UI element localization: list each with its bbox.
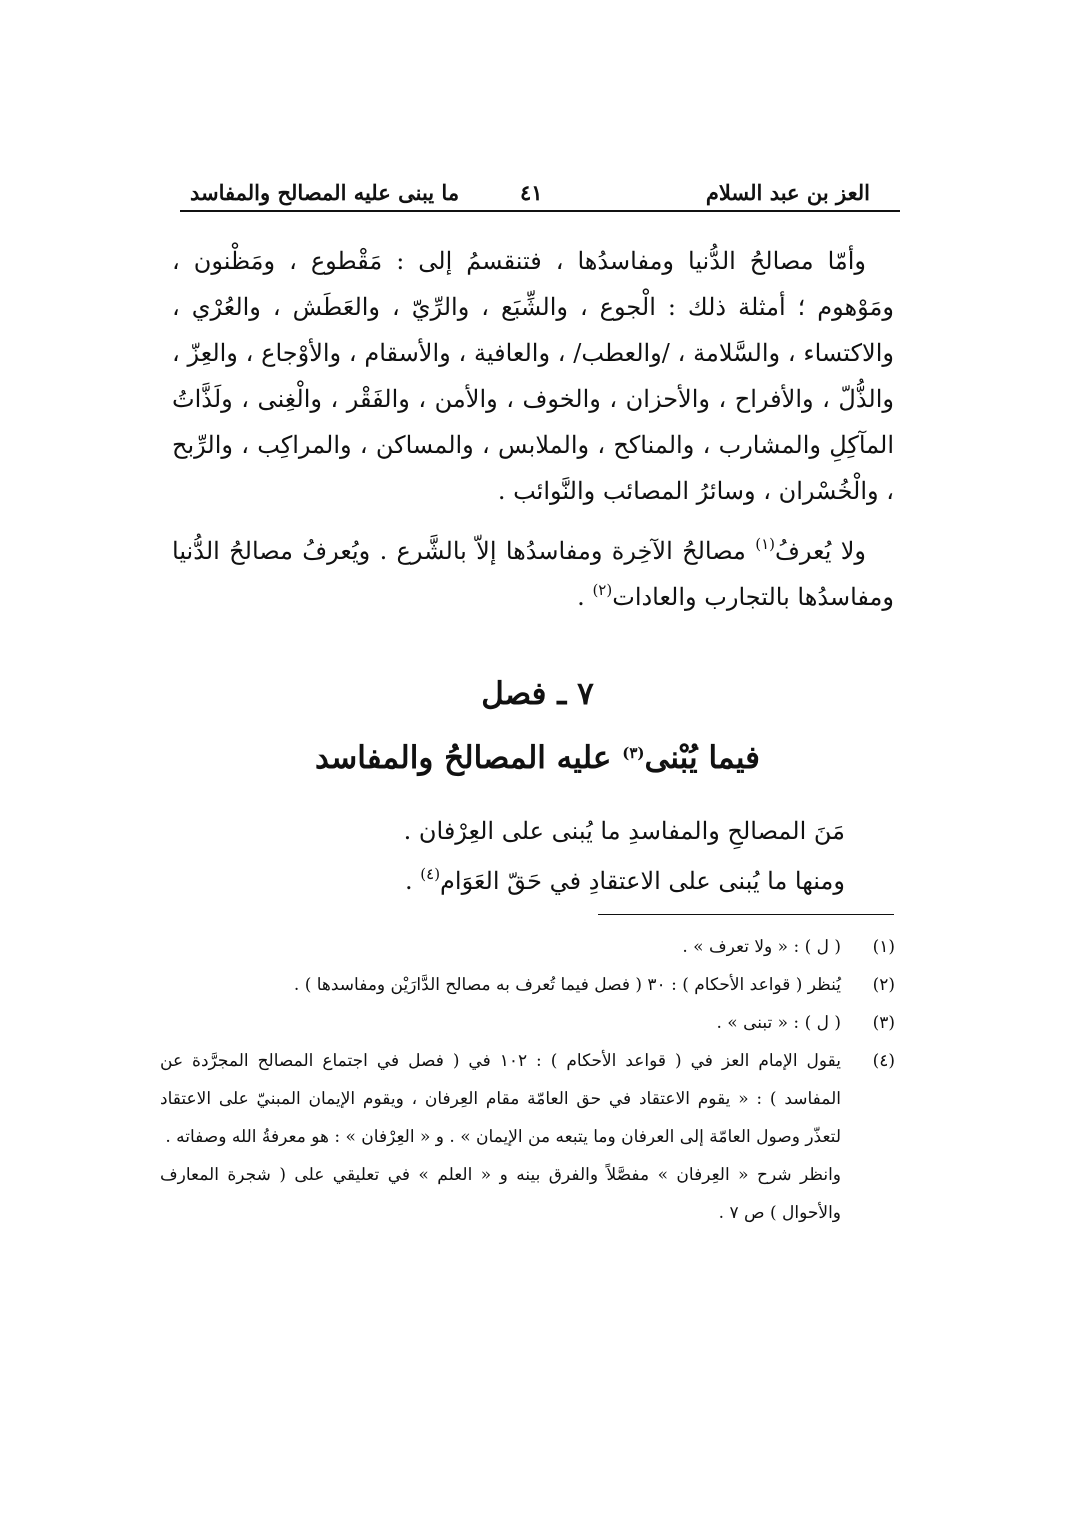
footnote-ref-2[interactable]: (٢) bbox=[592, 581, 613, 599]
section-number: ٧ ـ فصل bbox=[481, 676, 594, 712]
section-title-text: عليه المصالحُ والمفاسد bbox=[315, 740, 623, 776]
footnote-3 bbox=[160, 1004, 895, 1042]
footnote-text: ( ل ) : « تبنى » . bbox=[716, 1013, 841, 1033]
paragraph-text: ولا يُعرفُ bbox=[775, 537, 866, 565]
paragraph-text: مصالحُ الآخِرة ومفاسدُها إلاّ بالشَّرع . ويُعرفُ مصالحُ الدُّنيا ومفاسدُها بالتجارب والعادات bbox=[172, 537, 894, 611]
footnote-ref-3[interactable]: (٣) bbox=[622, 744, 645, 762]
footnote-1 bbox=[160, 928, 895, 966]
footnote-4 bbox=[160, 1042, 895, 1156]
footnote-text: يقول الإمام العز في ( قواعد الأحكام ) : ١٠٢ في ( فصل في اجتماع المصالح المجرَّدة عن المفاسد ) : « يقوم الاعتقاد في حق العامّة مقام العِرفان ، ويقوم الإيمان المبنيّ على الاعتقاد لتعذّر وصول العامّة إلى العرفان وما يتبعه من الإيمان » . و « العِرْفان » : هو معرفةُ الله وصفاته . bbox=[160, 1051, 841, 1147]
footnote-ref-4[interactable]: (٤) bbox=[420, 865, 441, 883]
running-header bbox=[180, 176, 900, 212]
section-title-text: فيما يُبْنى bbox=[644, 740, 760, 776]
header-chapter-title: ما يبنى عليه المصالح والمفاسد bbox=[190, 180, 460, 205]
page-number: ٤١ bbox=[520, 180, 543, 205]
footnote-text: يُنظر ( قواعد الأحكام ) : ٣٠ ( فصل فيما تُعرف به مصالح الدَّارَيْن ومفاسدها ) . bbox=[293, 975, 841, 995]
footnote-text: ( ل ) : « ولا تعرف » . bbox=[682, 937, 841, 957]
section-line-end: . bbox=[405, 867, 421, 895]
footnote-number: (٤) bbox=[872, 1051, 895, 1071]
paragraph-worldly-interests: وأمّا مصالحُ الدُّنيا ومفاسدُها ، فتنقسمُ إلى : مَقْطوع ، ومَظْنون ، ومَوْهوم ؛ أمثلة ذلك : الْجوع ، والشِّبَع ، والرِّيّ ، والعَطَش ، والعُرْي ، والاكتساء ، والسَّلامة ، /والعطب/ ، والعافية ، والأسقام ، والأوْجاع ، والعِزّ ، والذُّلّ ، والأفراح ، والأحزان ، والخوف ، والأمن ، والفَقْر ، والْغِنى ، ولَذَّاتُ المآكِلِ والمشارب ، والمناكح ، والملابس ، والمساكن ، والمراكِب ، والرِّبح ، والْخُسْران ، وسائرُ المصائب والنَّوائب . bbox=[172, 247, 895, 505]
paragraph-knowledge-of-interests bbox=[172, 528, 894, 620]
footnote-2 bbox=[160, 966, 895, 1004]
section-title bbox=[0, 740, 1075, 776]
footnote-divider bbox=[598, 914, 894, 915]
paragraph-end: . bbox=[577, 583, 593, 611]
footnotes bbox=[160, 928, 895, 1232]
section-line-text: ومنها ما يُبنى على الاعتقادِ في حَقّ العَوَام bbox=[440, 867, 845, 895]
section-body bbox=[205, 806, 845, 906]
footnote-number: (١) bbox=[872, 937, 895, 957]
section-line-1: مَنَ المصالحِ والمفاسدِ ما يُبنى على العِرْفان . bbox=[403, 817, 845, 845]
header-author: العز بن عبد السلام bbox=[705, 180, 870, 205]
footnote-number: (٢) bbox=[872, 975, 895, 995]
footnote-4-continuation: وانظر شرح « العِرفان » مفصَّلاً والفرق بينه و « العلم » في تعليقي على ( شجرة المعارف والأحوال ) ص ٧ . bbox=[160, 1165, 841, 1223]
footnote-ref-1[interactable]: (١) bbox=[755, 535, 775, 553]
section-line-2 bbox=[205, 856, 845, 906]
footnote-number: (٣) bbox=[872, 1013, 895, 1033]
main-text bbox=[172, 238, 894, 620]
